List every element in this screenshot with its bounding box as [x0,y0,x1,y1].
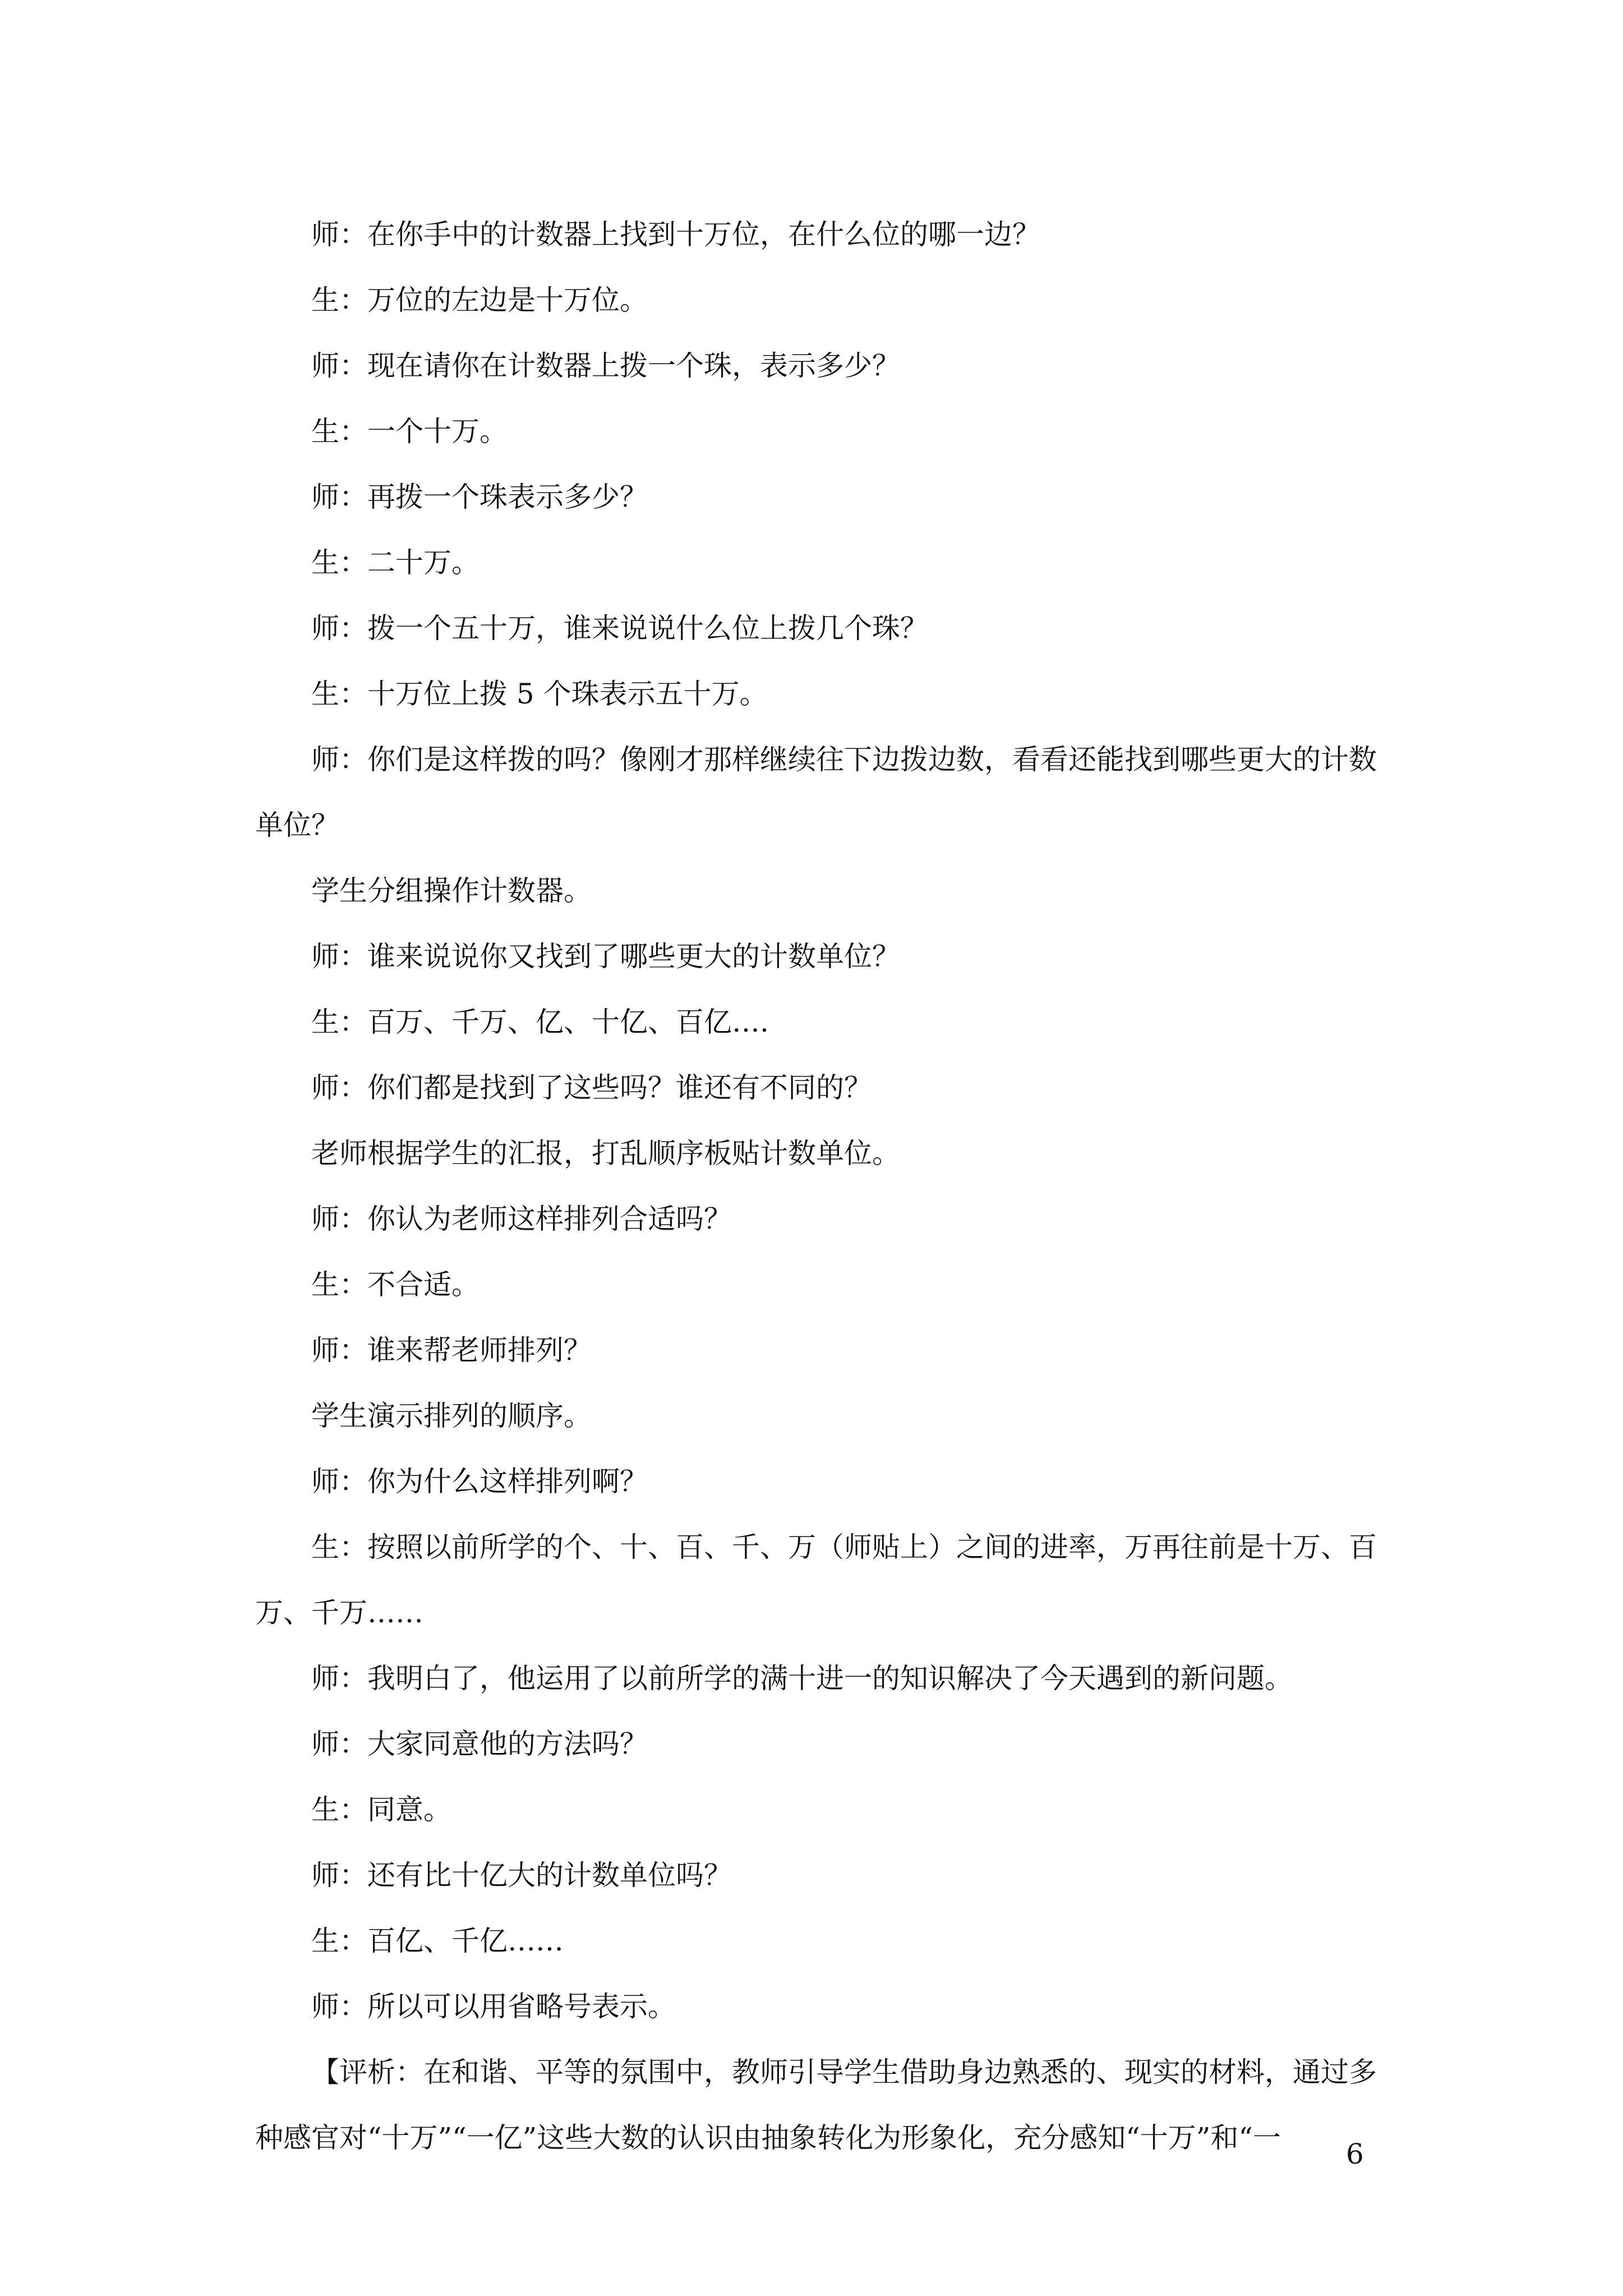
paragraph: 师：你认为老师这样排列合适吗？ [311,1203,732,1235]
paragraph: 生：一个十万。 [311,415,508,448]
paragraph: 师：再拨一个珠表示多少？ [311,481,648,513]
paragraph: 师：拨一个五十万，谁来说说什么位上拨几个珠？ [311,612,928,645]
paragraph: 师：谁来说说你又找到了哪些更大的计数单位？ [311,940,900,973]
paragraph: 学生演示排列的顺序。 [311,1400,592,1432]
paragraph: 师：你们都是找到了这些吗？谁还有不同的？ [311,1071,872,1104]
paragraph: 师：你们是这样拨的吗？像刚才那样继续往下边拨边数，看看还能找到哪些更大的计数单位？ [255,743,1377,841]
paragraph: 师：你为什么这样排列啊？ [311,1465,648,1498]
commentary-paragraph: 【评析：在和谐、平等的氛围中，教师引导学生借助身边熟悉的、现实的材料，通过多种感官对“十万”“一亿”这些大数的认识由抽象转化为形象化，充分感知“十万”和“一 [255,2056,1377,2154]
paragraph: 老师根据学生的汇报，打乱顺序板贴计数单位。 [311,1137,900,1170]
paragraph: 生：百万、千万、亿、十亿、百亿…. [311,1006,769,1038]
paragraph: 师：还有比十亿大的计数单位吗？ [311,1859,732,1892]
paragraph: 师：我明白了，他运用了以前所学的满十进一的知识解决了今天遇到的新问题。 [311,1662,1293,1695]
page-number: 6 [1346,2138,1364,2170]
paragraph: 生：不合适。 [311,1268,479,1301]
paragraph: 生：按照以前所学的个、十、百、千、万（师贴上）之间的进率，万再往前是十万、百万、千万…… [255,1531,1377,1629]
paragraph: 生：十万位上拨 5 个珠表示五十万。 [311,678,768,710]
paragraph: 师：谁来帮老师排列？ [311,1334,592,1366]
paragraph: 学生分组操作计数器。 [311,875,592,907]
paragraph: 生：万位的左边是十万位。 [311,284,648,316]
paragraph: 生：百亿、千亿…… [311,1925,564,1957]
paragraph: 师：在你手中的计数器上找到十万位，在什么位的哪一边？ [311,218,1040,251]
paragraph: 师：现在请你在计数器上拨一个珠，表示多少？ [311,349,900,382]
paragraph: 生：同意。 [311,1793,451,1826]
paragraph: 师：大家同意他的方法吗？ [311,1728,648,1760]
dialogue-body [255,202,1377,2171]
paragraph: 师：所以可以用省略号表示。 [311,1990,676,2023]
paragraph: 生：二十万。 [311,546,479,579]
